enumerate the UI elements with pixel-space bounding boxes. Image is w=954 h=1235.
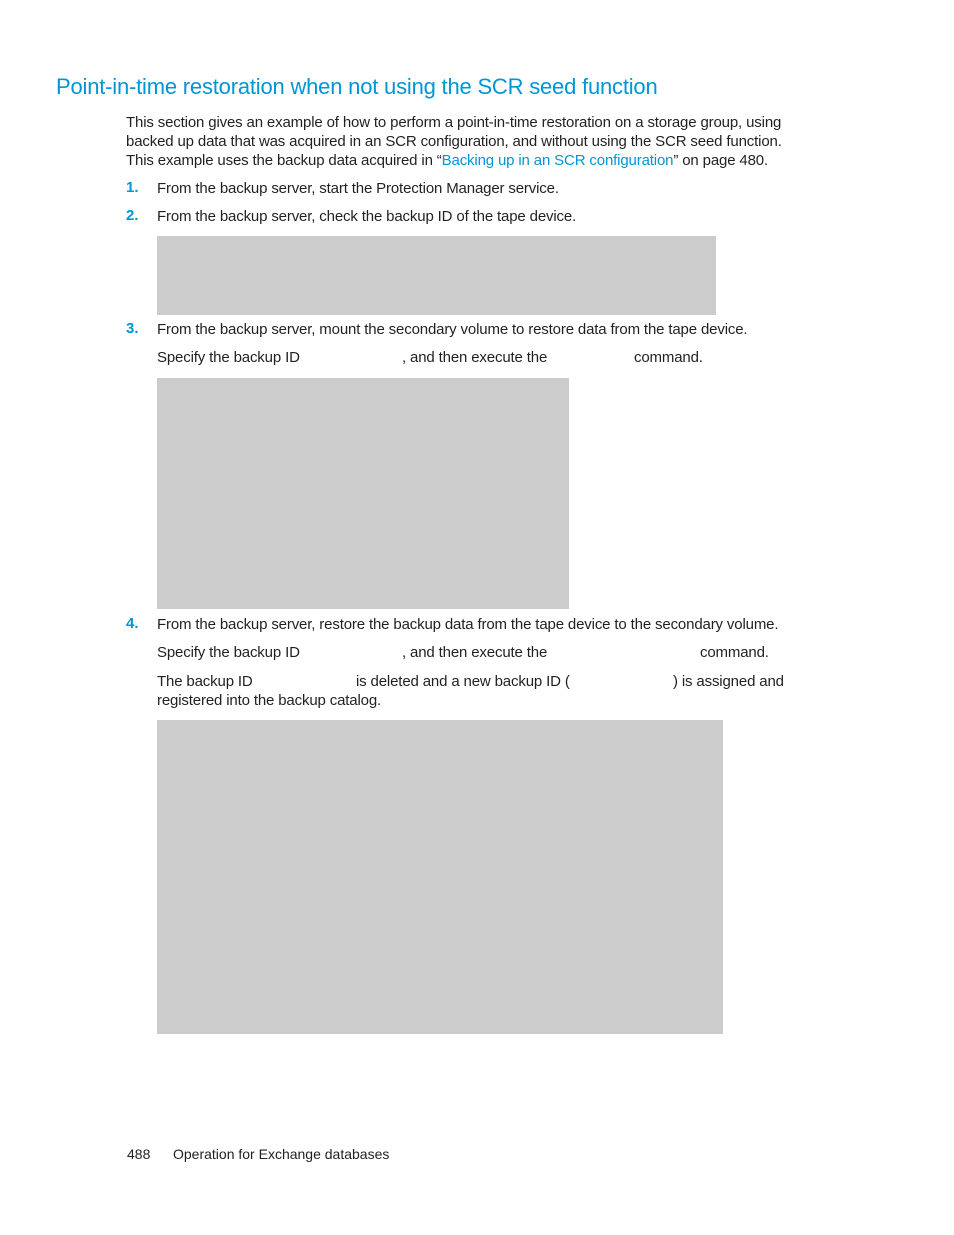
step-number: 1. — [126, 179, 139, 196]
step-note-continuation: registered into the backup catalog. — [157, 692, 382, 709]
intro-line-3-prefix: This example uses the backup data acquired in “ — [126, 152, 442, 169]
step-instruction-start: Specify the backup ID — [157, 349, 300, 366]
code-block — [157, 720, 723, 1034]
page-number: 488 — [127, 1146, 151, 1162]
intro-line-1: This section gives an example of how to perform a point-in-time restoration on a storage group, using — [126, 114, 782, 131]
step-instruction-end: command. — [700, 644, 769, 661]
step-text: From the backup server, mount the secondary volume to restore data from the tape device. — [157, 321, 748, 338]
step-note-start: The backup ID — [157, 673, 253, 690]
step-number: 4. — [126, 615, 139, 632]
section-title: Point-in-time restoration when not using the SCR seed function — [56, 74, 658, 99]
step-number: 2. — [126, 207, 139, 224]
step-text: From the backup server, restore the backup data from the tape device to the secondary volume. — [157, 616, 779, 633]
step-instruction-middle: , and then execute the — [402, 644, 548, 661]
cross-reference-link[interactable]: Backing up in an SCR configuration — [441, 152, 674, 169]
code-block — [157, 378, 569, 609]
step-text: From the backup server, check the backup ID of the tape device. — [157, 208, 577, 225]
step-text: From the backup server, start the Protection Manager service. — [157, 180, 559, 197]
step-note-middle: is deleted and a new backup ID ( — [356, 673, 570, 690]
step-instruction-middle: , and then execute the — [402, 349, 548, 366]
step-note-end: ) is assigned and — [673, 673, 784, 690]
intro-line-3 — [126, 151, 768, 170]
chapter-title: Operation for Exchange databases — [173, 1146, 390, 1162]
intro-line-2: backed up data that was acquired in an SCR configuration, and without using the SCR seed function. — [126, 133, 782, 150]
code-block — [157, 236, 716, 315]
step-instruction-start: Specify the backup ID — [157, 644, 300, 661]
step-number: 3. — [126, 320, 139, 337]
step-instruction-end: command. — [634, 349, 703, 366]
intro-line-3-suffix: ” on page 480. — [673, 152, 769, 169]
